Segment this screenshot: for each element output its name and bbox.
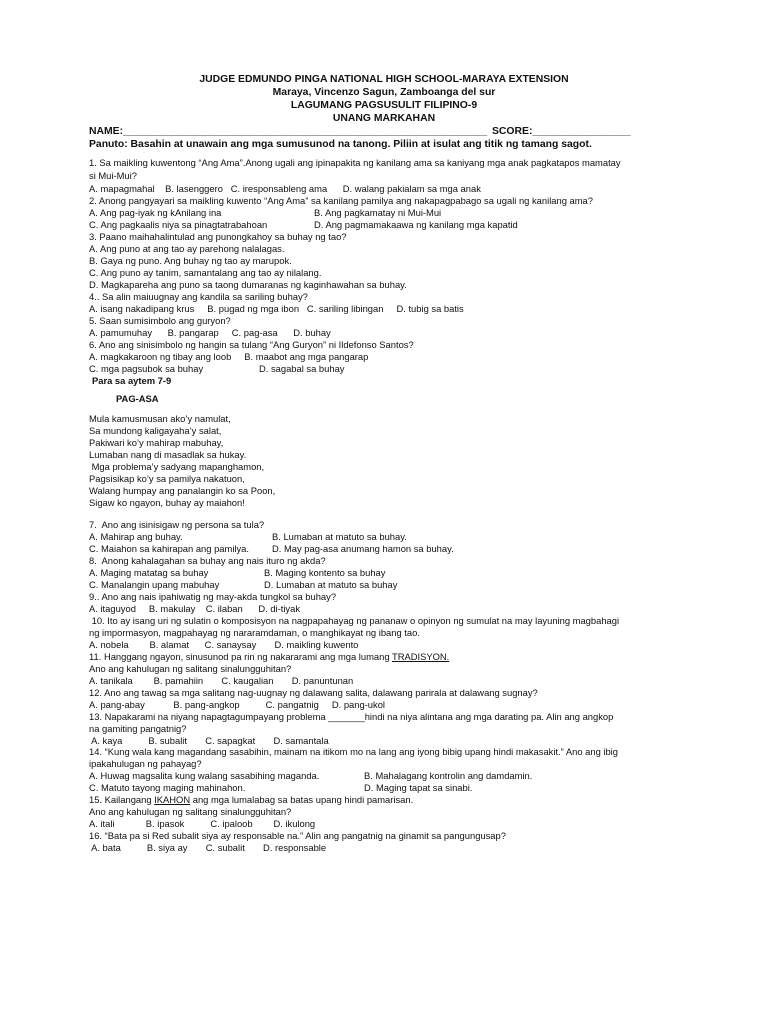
poem-line-4: Lumaban nang di masadlak sa hukay. bbox=[89, 449, 247, 460]
poem-line-3: Pakiwari ko’y mahirap mabuhay, bbox=[89, 437, 224, 448]
question-5-choices: A. pamumuhay B. pangarap C. pag-asa D. buhay bbox=[89, 327, 331, 338]
question-6-text: 6. Ano ang sinisimbolo ng hangin sa tulang “Ang Guryon” ni Ildefonso Santos? bbox=[89, 339, 414, 350]
question-10-choices: A. nobela B. alamat C. sanaysay D. maikling kuwento bbox=[89, 639, 359, 650]
question-4-text: 4.. Sa alin maiuugnay ang kandila sa sariling buhay? bbox=[89, 291, 308, 302]
question-14-choice-c: C. Matuto tayong maging mahinahon. bbox=[89, 782, 246, 793]
question-15-text bbox=[89, 794, 413, 806]
question-11-subtext: Ano ang kahulugan ng salitang sinalungguhitan? bbox=[89, 663, 292, 674]
question-3-choice-a: A. Ang puno at ang tao ay parehong nalalagas. bbox=[89, 243, 285, 254]
question-15-subtext: Ano ang kahulugan ng salitang sinalungguhitan? bbox=[89, 806, 292, 817]
question-1-choices: A. mapagmahal B. lasenggero C. iresponsableng ama D. walang pakialam sa mga anak bbox=[89, 183, 481, 194]
question-1-text-cont: si Mui-Mui? bbox=[89, 170, 137, 181]
question-14-text: 14. “Kung wala kang magandang sasabihin, mainam na itikom mo na lang ang iyong bibig upang hindi makasakit.” Ano ang ibig bbox=[89, 746, 618, 757]
poem-line-8: Sigaw ko ngayon, buhay ay maiahon! bbox=[89, 497, 245, 508]
question-6-choice-d: D. sagabal sa buhay bbox=[259, 363, 345, 374]
question-10-text-cont: ng impormasyon, magpahayag ng nararamdaman, o manghikayat ng ibang tao. bbox=[89, 627, 420, 638]
question-2-choice-c: C. Ang pagkaalis niya sa pinagtatrabahoan bbox=[89, 219, 268, 230]
question-14-text-cont: ipakahulugan ng pahayag? bbox=[89, 758, 202, 769]
question-14-choice-a: A. Huwag magsalita kung walang sasabihing maganda. bbox=[89, 770, 320, 781]
question-3-choice-c: C. Ang puno ay tanim, samantalang ang tao ay nilalang. bbox=[89, 267, 322, 278]
poem-line-1: Mula kamusmusan ako’y namulat, bbox=[89, 413, 231, 424]
question-9-text: 9.. Ano ang nais ipahiwatig ng may-akda tungkol sa buhay? bbox=[89, 591, 337, 602]
underlined-word-ikahon: IKAHON bbox=[154, 794, 191, 805]
question-3-text: 3. Paano maihahalintulad ang punongkahoy sa buhay ng tao? bbox=[89, 231, 347, 242]
poem-line-5: Mga problema’y sadyang mapanghamon, bbox=[89, 461, 265, 472]
question-13-text: 13. Napakarami na niyang napagtagumpayang problema _______hindi na niya alintana ang mga darating pa. Alin ang angkop bbox=[89, 711, 614, 722]
question-10-text: 10. Ito ay isang uri ng sulatin o komposisyon na nagpapahayag ng pananaw o opinyon ng sumulat na may layuning magbahagi bbox=[89, 615, 620, 626]
question-8-choice-d: D. Lumaban at matuto sa buhay bbox=[264, 579, 398, 590]
question-12-choices: A. pang-abay B. pang-angkop C. pangatnig D. pang-ukol bbox=[89, 699, 386, 710]
question-12-text: 12. Ano ang tawag sa mga salitang nag-uugnay ng dalawang salita, dalawang parirala at dalawang sugnay? bbox=[89, 687, 538, 698]
instructions: Panuto: Basahin at unawain ang mga sumusunod na tanong. Piliin at isulat ang titik ng tamang sagot. bbox=[89, 139, 592, 150]
question-16-text: 16. “Bata pa si Red subalit siya ay responsable na.” Alin ang pangatnig na ginamit sa pangungusap? bbox=[89, 830, 506, 841]
question-8-choice-a: A. Maging matatag sa buhay bbox=[89, 567, 209, 578]
question-3-choice-d: D. Magkapareha ang puno sa taong dumaranas ng kaginhawahan sa buhay. bbox=[89, 279, 407, 290]
school-address: Maraya, Vincenzo Sagun, Zamboanga del sur bbox=[272, 87, 496, 98]
question-11-choices: A. tanikala B. pamahiin C. kaugalian D. panuntunan bbox=[89, 675, 354, 686]
underlined-word-tradisyon: TRADISYON. bbox=[391, 651, 450, 662]
question-2-choice-b: B. Ang pagkamatay ni Mui-Mui bbox=[314, 207, 442, 218]
question-8-choice-c: C. Manalangin upang mabuhay bbox=[89, 579, 220, 590]
question-4-choices: A. isang nakadipang krus B. pugad ng mga ibon C. sariling libingan D. tubig sa batis bbox=[89, 303, 464, 314]
quarter-title: UNANG MARKAHAN bbox=[332, 113, 436, 124]
question-6-choices-ab: A. magkakaroon ng tibay ang loob B. maabot ang mga pangarap bbox=[89, 351, 369, 362]
question-2-choice-d: D. Ang pagmamakaawa ng kanilang mga kapatid bbox=[314, 219, 518, 230]
poem-line-7: Walang humpay ang panalangin ko sa Poon, bbox=[89, 485, 276, 496]
question-16-choices: A. bata B. siya ay C. subalit D. responsable bbox=[89, 842, 327, 853]
question-7-choice-c: C. Maiahon sa kahirapan ang pamilya. bbox=[89, 543, 249, 554]
exam-title: LAGUMANG PAGSUSULIT FILIPINO-9 bbox=[290, 100, 478, 111]
question-15-text-end: ang mga lumalabag sa batas upang hindi pamarisan. bbox=[190, 794, 414, 805]
question-9-choices: A. itaguyod B. makulay C. ilaban D. di-tiyak bbox=[89, 603, 301, 614]
question-15-text-start: 15. Kailangang bbox=[89, 794, 155, 805]
question-1-text: 1. Sa maikling kuwentong “Ang Ama”.Anong ugali ang ipinapakita ng kanilang ama sa kaniyang mga anak pagkatapos mamatay bbox=[89, 157, 621, 168]
school-name: JUDGE EDMUNDO PINGA NATIONAL HIGH SCHOOL-MARAYA EXTENSION bbox=[199, 74, 569, 85]
poem-line-6: Pagsisikap ko’y sa pamilya nakatuon, bbox=[89, 473, 245, 484]
question-13-choices: A. kaya B. subalit C. sapagkat D. samantala bbox=[89, 735, 329, 746]
question-15-choices: A. itali B. ipasok C. ipaloob D. ikulong bbox=[89, 818, 316, 829]
poem-title: PAG-ASA bbox=[116, 393, 159, 404]
items-7-9-label: Para sa aytem 7-9 bbox=[92, 375, 172, 386]
question-7-choice-d: D. May pag-asa anumang hamon sa buhay. bbox=[272, 543, 454, 554]
score-field-label: SCORE:_________________ bbox=[492, 126, 631, 137]
question-14-choice-d: D. Maging tapat sa sinabi. bbox=[364, 782, 473, 793]
question-11-text-main: 11. Hanggang ngayon, sinusunod pa rin ng nakararami ang mga lumang bbox=[89, 651, 392, 662]
question-13-text-cont: na gamiting pangatnig? bbox=[89, 723, 187, 734]
question-7-choice-b: B. Lumaban at matuto sa buhay. bbox=[272, 531, 407, 542]
question-14-choice-b: B. Mahalagang kontrolin ang damdamin. bbox=[364, 770, 533, 781]
question-8-choice-b: B. Maging kontento sa buhay bbox=[264, 567, 386, 578]
question-7-text: 7. Ano ang isinisigaw ng persona sa tula? bbox=[89, 519, 265, 530]
question-6-choice-c: C. mga pagsubok sa buhay bbox=[89, 363, 204, 374]
question-3-choice-b: B. Gaya ng puno. Ang buhay ng tao ay marupok. bbox=[89, 255, 292, 266]
name-field-label: NAME:_______________________________________________________________ bbox=[89, 126, 488, 137]
poem-line-2: Sa mundong kaligayaha’y salat, bbox=[89, 425, 222, 436]
question-5-text: 5. Saan sumisimbolo ang guryon? bbox=[89, 315, 231, 326]
question-8-text: 8. Anong kahalagahan sa buhay ang nais ituro ng akda? bbox=[89, 555, 326, 566]
question-7-choice-a: A. Mahirap ang buhay. bbox=[89, 531, 183, 542]
question-2-choice-a: A. Ang pag-iyak ng kAnilang ina bbox=[89, 207, 222, 218]
question-11-text bbox=[89, 651, 449, 663]
question-2-text: 2. Anong pangyayari sa maikling kuwento “Ang Ama” sa kanilang pamilya ang nakapagpabago sa ugali ng kanilang ama? bbox=[89, 195, 593, 206]
